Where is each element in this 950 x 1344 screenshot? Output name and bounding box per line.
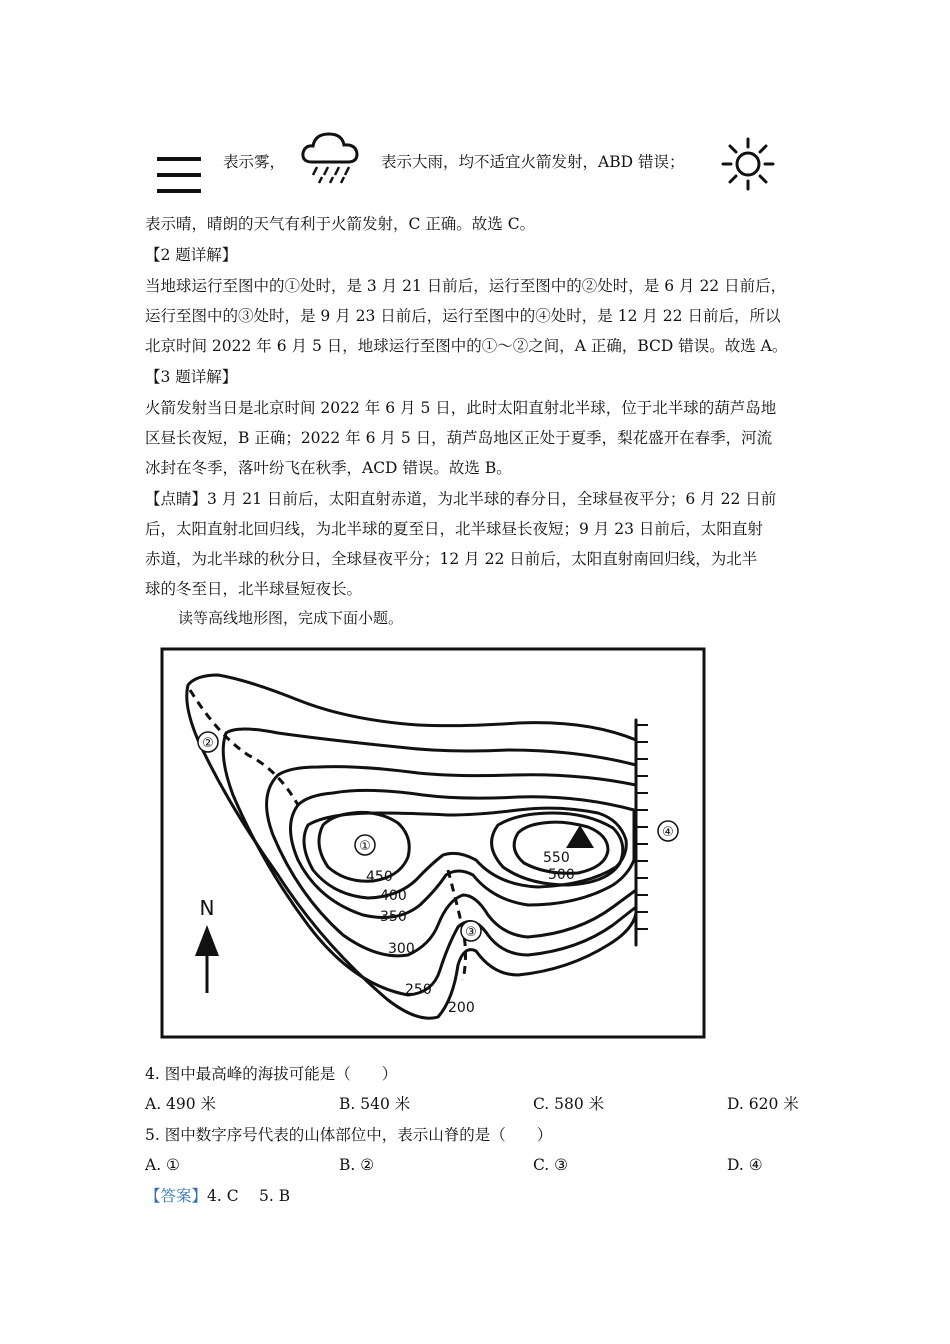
label-550: 550 — [543, 850, 570, 866]
sunny-icon — [718, 134, 778, 194]
q2-line: 北京时间 2022 年 6 月 5 日，地球运行至图中的①～②之间，A 正确，BCD 错误。故选 A。 — [145, 337, 788, 355]
tip-line: 赤道，为北半球的秋分日，全球昼夜平分；12 月 22 日前后，太阳直射南回归线，为北半 — [145, 550, 758, 568]
tip-line: 后，太阳直射北回归线，为北半球的夏至日，北半球昼长夜短；9 月 23 日前后，太阳直射 — [145, 520, 763, 538]
fog-text: 表示雾， — [223, 153, 286, 171]
q4-option-d: D. 620 米 — [727, 1095, 799, 1113]
rain-text: 表示大雨，均不适宜火箭发射，ABD 错误； — [381, 153, 685, 171]
q3-header: 【3 题详解】 — [145, 368, 238, 386]
tip-line: 【点睛】3 月 21 日前后，太阳直射赤道，为北半球的春分日，全球昼夜平分；6 月 22 日前 — [145, 490, 777, 508]
label-250: 250 — [405, 982, 432, 998]
answer-line — [145, 1185, 290, 1207]
q5-option-c: C. ③ — [533, 1156, 569, 1174]
contour-map — [158, 645, 708, 1041]
q3-line: 区昼长夜短，B 正确；2022 年 6 月 5 日，葫芦岛地区正处于夏季，梨花盛开在春季，河流 — [145, 429, 773, 447]
intro-text: 读等高线地形图，完成下面小题。 — [178, 609, 404, 627]
label-350: 350 — [380, 909, 407, 925]
q4-option-c: C. 580 米 — [533, 1095, 605, 1113]
q5-option-b: B. ② — [339, 1156, 375, 1174]
marker-2-label: ② — [202, 736, 214, 751]
q3-line: 火箭发射当日是北京时间 2022 年 6 月 5 日，此时太阳直射北半球，位于北半球的葫芦岛地 — [145, 399, 777, 417]
fog-icon — [155, 155, 203, 195]
sunny-text: 表示晴，晴朗的天气有利于火箭发射，C 正确。故选 C。 — [145, 215, 536, 233]
label-500: 500 — [548, 867, 575, 883]
label-300: 300 — [388, 941, 415, 957]
q2-line: 当地球运行至图中的①处时，是 3 月 21 日前后，运行至图中的②处时，是 6 月 22 日前后， — [145, 277, 787, 295]
q4-option-a: A. 490 米 — [145, 1095, 217, 1113]
q5-option-d: D. ④ — [727, 1156, 763, 1174]
q2-header: 【2 题详解】 — [145, 246, 238, 264]
marker-1-label: ① — [359, 839, 371, 854]
tip-line: 球的冬至日，北半球昼短夜长。 — [145, 580, 363, 598]
q5-stem: 5. 图中数字序号代表的山体部位中，表示山脊的是（ ） — [145, 1126, 553, 1144]
label-400: 400 — [380, 888, 407, 904]
q4-option-b: B. 540 米 — [339, 1095, 411, 1113]
q4-stem: 4. 图中最高峰的海拔可能是（ ） — [145, 1065, 398, 1083]
q5-option-a: A. ① — [145, 1156, 180, 1174]
heavy-rain-icon — [300, 130, 362, 184]
q2-line: 运行至图中的③处时，是 9 月 23 日前后，运行至图中的④处时，是 12 月 22 日前后，所以 — [145, 307, 781, 325]
label-200: 200 — [448, 1000, 475, 1016]
answer-tag: 【答案】 — [145, 1187, 208, 1205]
label-450: 450 — [366, 869, 393, 885]
q3-line: 冰封在冬季，落叶纷飞在秋季，ACD 错误。故选 B。 — [145, 459, 512, 477]
north-label: N — [199, 896, 215, 920]
answer-text: 4. C 5. B — [207, 1187, 291, 1205]
marker-4-label: ④ — [662, 825, 674, 840]
marker-3-label: ③ — [465, 925, 477, 940]
weather-icon-row — [150, 130, 800, 200]
